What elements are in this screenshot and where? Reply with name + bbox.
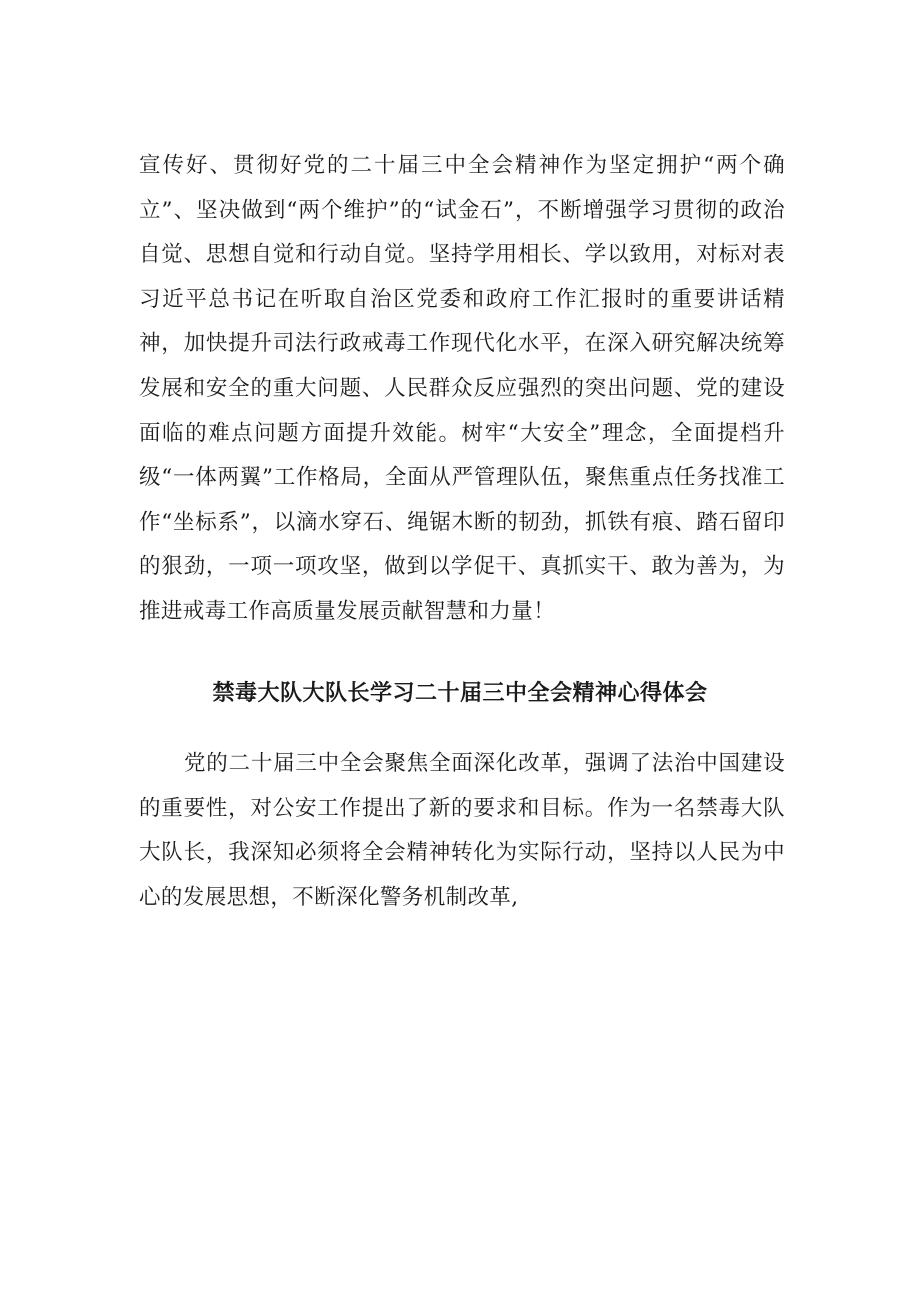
body-paragraph-2: 党的二十届三中全会聚焦全面深化改革，强调了法治中国建设的重要性，对公安工作提出了新的要求和目标。作为一名禁毒大队大队长，我深知必须将全会精神转化为实际行动，坚持以人民为中心的发展思想，不断深化警务机制改革, <box>139 751 785 910</box>
section-heading: 禁毒大队大队长学习二十届三中全会精神心得体会 <box>212 681 708 706</box>
body-paragraph-1: 宣传好、贯彻好党的二十届三中全会精神作为坚定拥护“两个确立”、坚决做到“两个维护”的“试金石”，不断增强学习贯彻的政治自觉、思想自觉和行动自觉。坚持学用相长、学以致用，对标对表习近平总书记在听取自治区党委和政府工作汇报时的重要讲话精神，加快提升司法行政戒毒工作现代化水平，在深入研究解决统筹发展和安全的重大问题、人民群众反应强烈的突出问题、党的建设面临的难点问题方面提升效能。树牢“大安全”理念，全面提档升级“一体两翼”工作格局，全面从严管理队伍，聚焦重点任务找准工作“坐标系”，以滴水穿石、绳锯木断的韧劲，抓铁有痕、踏石留印的狠劲，一项一项攻坚，做到以学促干、真抓实干、敢为善为，为推进戒毒工作高质量发展贡献智慧和力量！ <box>139 153 785 624</box>
